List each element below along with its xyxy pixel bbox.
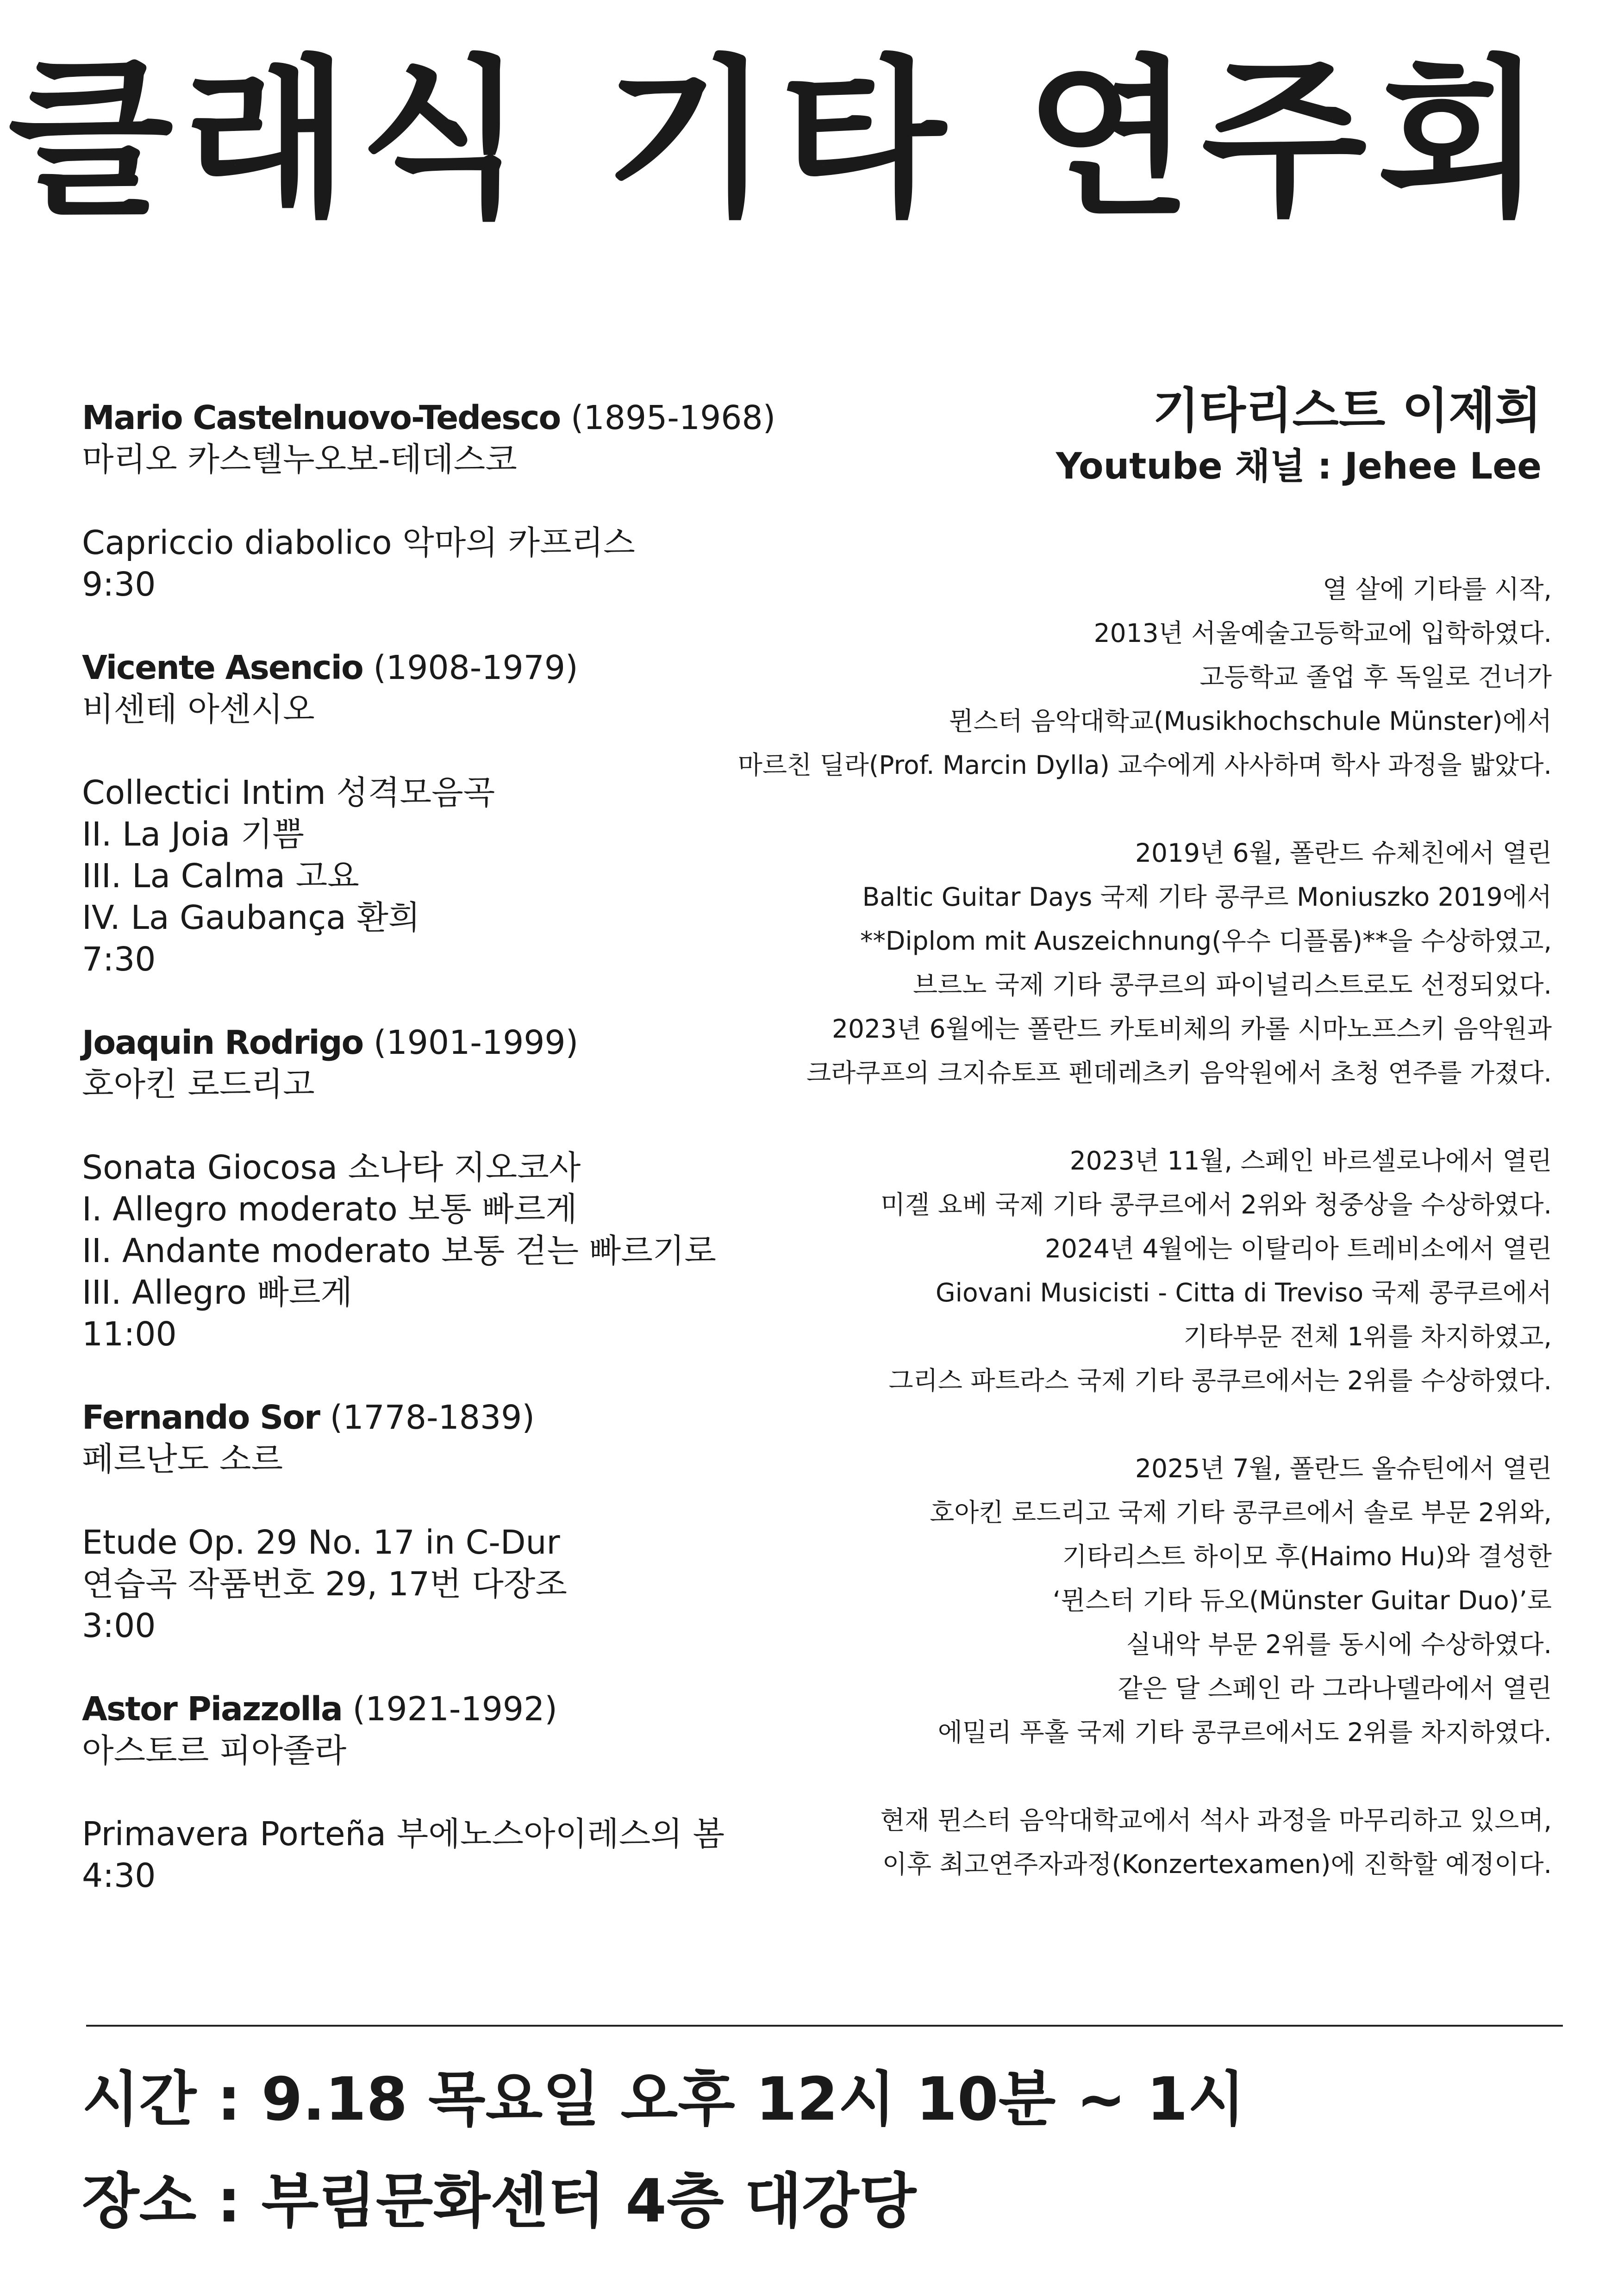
composer-name-korean: 비센테 아센시오 <box>82 690 315 728</box>
bio-line: 호아킨 로드리고 국제 기타 콩쿠르에서 솔로 부문 2위와, <box>930 1498 1552 1527</box>
composer-name-korean: 페르난도 소르 <box>82 1440 283 1478</box>
movement: IV. La Gaubança 환희 <box>82 898 420 937</box>
piece-duration: 3:00 <box>82 1606 156 1645</box>
piece-title: Capriccio diabolico 악마의 카프리스 <box>82 523 635 562</box>
concert-title: 클래식 기타 연주회 <box>8 41 1553 240</box>
composer-name: Joaquin Rodrigo <box>82 1023 363 1062</box>
piece-title: Sonata Giocosa 소나타 지오코사 <box>82 1148 581 1187</box>
bio-line: 2024년 4월에는 이탈리아 트레비소에서 열린 <box>1045 1234 1552 1263</box>
movement: II. Andante moderato 보통 걷는 빠르기로 <box>82 1232 716 1270</box>
bio-line: 에밀리 푸홀 국제 기타 콩쿠르에서도 2위를 차지하였다. <box>937 1717 1552 1747</box>
event-time: 시간 : 9.18 목요일 오후 12시 10분 ~ 1시 <box>82 2065 1245 2134</box>
composer-name: Mario Castelnuovo-Tedesco <box>82 398 561 437</box>
composer-name-korean: 호아킨 로드리고 <box>82 1065 315 1103</box>
composer-years: (1901-1999) <box>373 1023 579 1062</box>
composer-name: Vicente Asencio <box>82 648 363 687</box>
bio-line: 이후 최고연주자과정(Konzertexamen)에 진학할 예정이다. <box>882 1849 1552 1879</box>
piece-title: Etude Op. 29 No. 17 in C-Dur <box>82 1523 560 1562</box>
composer-name: Astor Piazzolla <box>82 1690 342 1728</box>
bio-line: 2023년 6월에는 폴란드 카토비체의 카롤 시마노프스키 음악원과 <box>832 1014 1552 1044</box>
composer-name-korean: 마리오 카스텔누오보-테데스코 <box>82 440 517 479</box>
bio-line: Giovani Musicisti - Citta di Treviso 국제 콩쿠르에서 <box>936 1278 1552 1307</box>
bio-line: 2019년 6월, 폴란드 슈체친에서 열린 <box>1135 838 1552 868</box>
movement: 연습곡 작품번호 29, 17번 다장조 <box>82 1565 567 1603</box>
composer-years: (1908-1979) <box>373 648 578 687</box>
bio-line: ‘뮌스터 기타 듀오(Münster Guitar Duo)’로 <box>1052 1586 1552 1615</box>
bio-line: 뮌스터 음악대학교(Musikhochschule Münster)에서 <box>949 706 1552 736</box>
bio-line: 같은 달 스페인 라 그라나델라에서 열린 <box>1118 1674 1552 1703</box>
composer-years: (1895-1968) <box>570 398 776 437</box>
bio-line: 고등학교 졸업 후 독일로 건너가 <box>1199 662 1552 692</box>
piece-duration: 7:30 <box>82 940 156 978</box>
bio-line: 2013년 서울예술고등학교에 입학하였다. <box>1093 618 1552 648</box>
bio-line: **Diplom mit Auszeichnung(우수 디플롬)**을 수상하였고, <box>860 926 1552 956</box>
youtube-channel: Youtube 채널 : Jehee Lee <box>1056 446 1542 487</box>
bio-paragraph <box>672 1798 1552 1886</box>
composer-name: Fernando Sor <box>82 1398 320 1437</box>
bio-line: 마르친 딜라(Prof. Marcin Dylla) 교수에게 사사하며 학사 과정을 밟았다. <box>737 750 1552 780</box>
bio-line: 미겔 요베 국제 기타 콩쿠르에서 2위와 청중상을 수상하였다. <box>881 1190 1552 1220</box>
footer-divider <box>86 2025 1563 2027</box>
piece-duration: 4:30 <box>82 1856 156 1895</box>
composer-name-korean: 아스토르 피아졸라 <box>82 1731 347 1770</box>
movement: II. La Joia 기쁨 <box>82 815 305 853</box>
artist-header <box>1056 380 1542 490</box>
artist-biography <box>672 567 1552 1886</box>
bio-line: 실내악 부문 2위를 동시에 수상하였다. <box>1126 1630 1552 1659</box>
composer-years: (1921-1992) <box>352 1690 557 1728</box>
bio-line: 열 살에 기타를 시작, <box>1323 574 1552 604</box>
bio-paragraph <box>672 567 1552 787</box>
bio-line: 2025년 7월, 폴란드 올슈틴에서 열린 <box>1135 1454 1552 1483</box>
composer-line <box>82 397 804 439</box>
bio-line: 기타리스트 하이모 후(Haimo Hu)와 결성한 <box>1062 1542 1552 1571</box>
piece-duration: 9:30 <box>82 565 156 604</box>
bio-paragraph <box>672 1447 1552 1755</box>
bio-line: 브르노 국제 기타 콩쿠르의 파이널리스트로도 선정되었다. <box>912 970 1552 1000</box>
bio-line: Baltic Guitar Days 국제 기타 콩쿠르 Moniuszko 2019에서 <box>862 882 1552 912</box>
composer-years: (1778-1839) <box>330 1398 535 1437</box>
movement: III. Allegro 빠르게 <box>82 1273 353 1312</box>
bio-line: 기타부문 전체 1위를 차지하였고, <box>1183 1322 1552 1351</box>
movement: I. Allegro moderato 보통 빠르게 <box>82 1190 577 1228</box>
event-venue: 장소 : 부림문화센터 4층 대강당 <box>82 2167 917 2236</box>
movement: III. La Calma 고요 <box>82 857 359 895</box>
piece-title: Collectici Intim 성격모음곡 <box>82 773 495 812</box>
bio-paragraph <box>672 1139 1552 1403</box>
bio-line: 그리스 파트라스 국제 기타 콩쿠르에서는 2위를 수상하였다. <box>888 1366 1552 1395</box>
piece-duration: 11:00 <box>82 1315 177 1353</box>
bio-line: 2023년 11월, 스페인 바르셀로나에서 열린 <box>1069 1146 1552 1176</box>
bio-paragraph <box>672 831 1552 1095</box>
bio-line: 크라쿠프의 크지슈토프 펜데레츠키 음악원에서 초청 연주를 가졌다. <box>806 1058 1552 1088</box>
composer-entry <box>82 397 804 480</box>
artist-name: 기타리스트 이제희 <box>1153 382 1542 439</box>
piece-title: Primavera Porteña 부에노스아이레스의 봄 <box>82 1815 725 1853</box>
bio-line: 현재 뮌스터 음악대학교에서 석사 과정을 마무리하고 있으며, <box>880 1805 1552 1835</box>
